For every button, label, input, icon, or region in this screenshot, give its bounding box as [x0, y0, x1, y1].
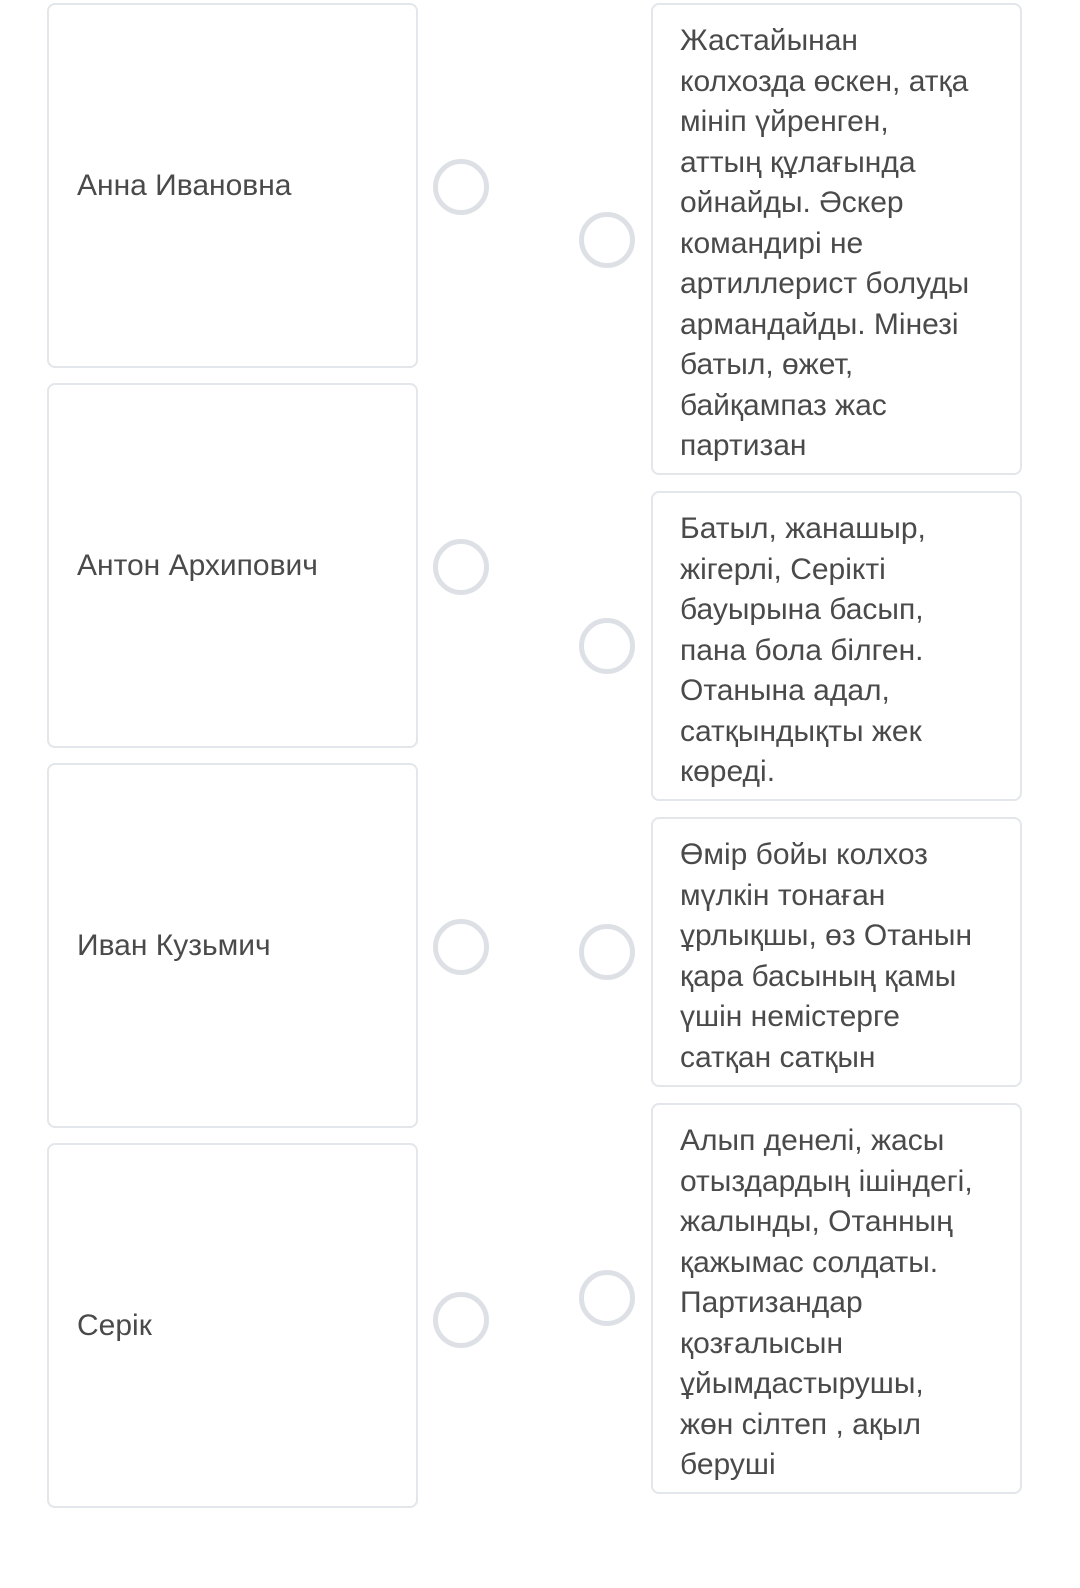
right-item-text: Батыл, жанашыр, жігерлі, Серікті бауырына басып, пана бола білген. Отанына адал, сатқындықты жек көреді. [680, 512, 926, 788]
left-match-radio-2[interactable] [433, 539, 489, 595]
left-item-label: Серік [77, 1308, 152, 1342]
right-match-radio-2[interactable] [579, 618, 635, 674]
right-item-description-4[interactable] [651, 1103, 1022, 1494]
right-item-text: Жастайынан колхозда өскен, атқа мініп үйренген, аттың құлағында ойнайды. Әскер командирі не артиллерист болуды армандайды. Мінезі батыл, өжет, байқампаз жас партизан [680, 24, 970, 462]
left-item-ivan-kuzmich[interactable] [47, 763, 418, 1128]
right-match-radio-4[interactable] [579, 1270, 635, 1326]
left-match-radio-3[interactable] [433, 919, 489, 975]
left-item-label: Иван Кузьмич [77, 928, 271, 962]
left-item-anna-ivanovna[interactable] [47, 3, 418, 368]
right-item-text: Өмір бойы колхоз мүлкін тонаған ұрлықшы, өз Отанын қара басының қамы үшін немістерге сатқан сатқын [680, 838, 973, 1074]
left-item-anton-arkhipovich[interactable] [47, 383, 418, 748]
left-match-radio-1[interactable] [433, 159, 489, 215]
left-item-serik[interactable] [47, 1143, 418, 1508]
left-item-label: Анна Ивановна [77, 168, 292, 202]
right-item-description-2[interactable] [651, 491, 1022, 801]
right-match-radio-1[interactable] [579, 212, 635, 268]
right-item-text: Алып денелі, жасы отыздардың ішіндегі, жалынды, Отанның қажымас солдаты. Партизандар қозғалысын ұйымдастырушы, жөн сілтеп , ақыл беруші [680, 1124, 973, 1481]
left-item-label: Антон Архипович [77, 548, 318, 582]
right-item-description-3[interactable] [651, 817, 1022, 1087]
right-item-description-1[interactable] [651, 3, 1022, 475]
left-match-radio-4[interactable] [433, 1292, 489, 1348]
right-match-radio-3[interactable] [579, 924, 635, 980]
